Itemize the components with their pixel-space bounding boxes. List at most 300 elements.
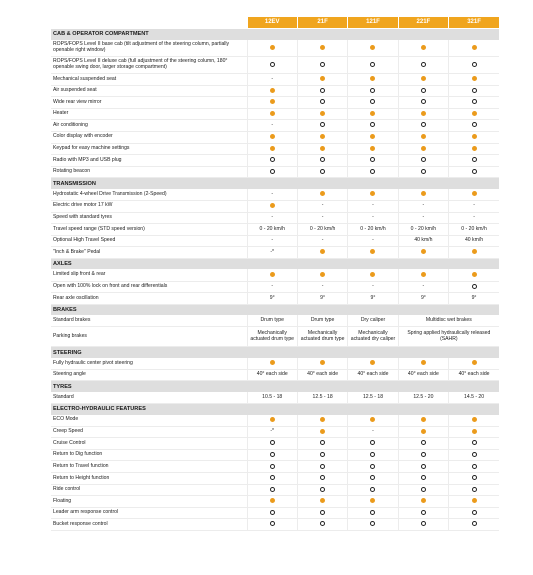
spec-label: Standard (51, 392, 247, 404)
standard-dot-cell (297, 108, 347, 120)
spec-value: 9° (449, 293, 499, 305)
standard-dot-cell (348, 269, 398, 281)
optional-circle-cell (398, 461, 448, 473)
spec-value: - (247, 74, 297, 86)
section-title: STEERING (51, 347, 499, 358)
standard-dot-cell (398, 358, 448, 370)
spec-value: 12.5 - 18 (348, 392, 398, 404)
spec-value: 40° each side (348, 369, 398, 381)
standard-dot-cell (247, 415, 297, 427)
optional-circle-icon (421, 88, 426, 93)
section-header (51, 258, 499, 269)
spec-value: - (297, 200, 347, 212)
standard-dot-icon (320, 76, 325, 81)
spec-row (51, 212, 499, 224)
standard-dot-cell (297, 143, 347, 155)
section-title: CAB & OPERATOR COMPARTMENT (51, 29, 499, 40)
spec-row (51, 519, 499, 531)
standard-dot-cell (297, 358, 347, 370)
standard-dot-icon (472, 146, 477, 151)
standard-dot-icon (270, 134, 275, 139)
standard-dot-icon (320, 45, 325, 50)
spec-label: Travel speed range (STD speed version) (51, 224, 247, 236)
spec-label: Keypad for easy machine settings (51, 143, 247, 155)
spec-value: Drum type (247, 315, 297, 327)
standard-dot-cell (247, 97, 297, 109)
model-header-21f: 21F (297, 17, 347, 29)
optional-circle-icon (270, 62, 275, 67)
spec-value: Drum type (297, 315, 347, 327)
optional-circle-cell (247, 438, 297, 450)
spec-label: Return to Dig function (51, 449, 247, 461)
optional-circle-icon (370, 99, 375, 104)
standard-dot-icon (472, 498, 477, 503)
optional-circle-cell (449, 519, 499, 531)
standard-dot-icon (472, 191, 477, 196)
optional-circle-icon (472, 157, 477, 162)
optional-circle-cell (398, 97, 448, 109)
spec-value: 0 - 20 km/h (449, 224, 499, 236)
standard-dot-cell (297, 415, 347, 427)
optional-circle-cell (449, 166, 499, 178)
standard-dot-cell (297, 426, 347, 438)
spec-row (51, 189, 499, 201)
optional-circle-icon (472, 521, 477, 526)
spec-value: - (398, 281, 448, 293)
optional-circle-icon (370, 487, 375, 492)
spec-value: Mechanically actuated drum type (247, 327, 297, 347)
optional-circle-icon (421, 510, 426, 515)
spec-row (51, 247, 499, 259)
optional-circle-icon (472, 510, 477, 515)
section-header (51, 29, 499, 40)
section-title: TRANSMISSION (51, 178, 499, 189)
optional-circle-cell (449, 449, 499, 461)
optional-circle-icon (370, 521, 375, 526)
spec-value: 40° each side (247, 369, 297, 381)
spec-value: - (247, 281, 297, 293)
model-header-12ev: 12EV (247, 17, 297, 29)
standard-dot-cell (398, 189, 448, 201)
spec-value: -* (247, 426, 297, 438)
optional-circle-cell (398, 484, 448, 496)
spec-value: - (348, 281, 398, 293)
standard-dot-cell (398, 247, 448, 259)
optional-circle-cell (348, 166, 398, 178)
section-title: TYRES (51, 381, 499, 392)
section-header (51, 347, 499, 358)
spec-value: 40 km/h (398, 235, 448, 247)
spec-row (51, 507, 499, 519)
spec-row (51, 269, 499, 281)
spec-row (51, 57, 499, 74)
model-header-321f: 321F (449, 17, 499, 29)
optional-circle-cell (348, 97, 398, 109)
standard-dot-cell (247, 85, 297, 97)
standard-dot-icon (320, 249, 325, 254)
standard-dot-cell (449, 189, 499, 201)
spec-label: Rotating beacon (51, 166, 247, 178)
standard-dot-icon (320, 429, 325, 434)
spec-value: - (348, 212, 398, 224)
spec-label: Wide rear view mirror (51, 97, 247, 109)
standard-dot-icon (421, 45, 426, 50)
optional-circle-icon (370, 464, 375, 469)
spec-label: Speed with standard tyres (51, 212, 247, 224)
optional-circle-icon (270, 521, 275, 526)
standard-dot-icon (370, 272, 375, 277)
optional-circle-icon (320, 452, 325, 457)
standard-dot-icon (421, 111, 426, 116)
spec-row (51, 449, 499, 461)
optional-circle-cell (398, 57, 448, 74)
optional-circle-cell (398, 473, 448, 485)
standard-dot-icon (370, 417, 375, 422)
standard-dot-icon (370, 191, 375, 196)
optional-circle-icon (421, 122, 426, 127)
standard-dot-cell (297, 40, 347, 57)
optional-circle-cell (297, 57, 347, 74)
optional-circle-icon (270, 169, 275, 174)
optional-circle-cell (449, 507, 499, 519)
optional-circle-icon (472, 88, 477, 93)
optional-circle-cell (247, 519, 297, 531)
spec-value: 0 - 20 km/h (398, 224, 448, 236)
spec-value: 12.5 - 18 (297, 392, 347, 404)
optional-circle-cell (449, 281, 499, 293)
spec-row (51, 392, 499, 404)
standard-dot-cell (398, 40, 448, 57)
standard-dot-icon (320, 134, 325, 139)
standard-dot-icon (370, 249, 375, 254)
standard-dot-cell (449, 426, 499, 438)
spec-row (51, 120, 499, 132)
optional-circle-icon (320, 440, 325, 445)
standard-dot-icon (270, 146, 275, 151)
optional-circle-icon (421, 464, 426, 469)
optional-circle-icon (421, 99, 426, 104)
standard-dot-icon (320, 111, 325, 116)
spec-row (51, 293, 499, 305)
standard-dot-cell (398, 426, 448, 438)
model-header-121f: 121F (348, 17, 398, 29)
spec-row (51, 224, 499, 236)
optional-circle-cell (449, 484, 499, 496)
standard-dot-cell (449, 108, 499, 120)
optional-circle-icon (270, 475, 275, 480)
spec-row (51, 426, 499, 438)
standard-dot-icon (472, 45, 477, 50)
spec-row (51, 369, 499, 381)
standard-dot-icon (320, 272, 325, 277)
spec-value: 9° (348, 293, 398, 305)
optional-circle-cell (348, 85, 398, 97)
optional-circle-cell (297, 461, 347, 473)
spec-row (51, 281, 499, 293)
optional-circle-icon (370, 475, 375, 480)
standard-dot-icon (421, 249, 426, 254)
standard-dot-cell (297, 74, 347, 86)
optional-circle-cell (348, 507, 398, 519)
standard-dot-icon (320, 498, 325, 503)
spec-label: Standard brakes (51, 315, 247, 327)
standard-dot-icon (370, 498, 375, 503)
optional-circle-icon (370, 122, 375, 127)
standard-dot-icon (270, 111, 275, 116)
standard-dot-icon (270, 272, 275, 277)
standard-dot-icon (370, 134, 375, 139)
standard-dot-icon (270, 45, 275, 50)
standard-dot-cell (297, 131, 347, 143)
spec-label: Optional High Travel Speed (51, 235, 247, 247)
standard-dot-cell (348, 496, 398, 508)
optional-circle-icon (472, 464, 477, 469)
spec-label: Return to Travel function (51, 461, 247, 473)
spec-row (51, 155, 499, 167)
standard-dot-cell (247, 358, 297, 370)
optional-circle-cell (247, 57, 297, 74)
spec-label: Color display with encoder (51, 131, 247, 143)
optional-circle-icon (421, 169, 426, 174)
optional-circle-cell (348, 155, 398, 167)
standard-dot-icon (421, 498, 426, 503)
spec-row (51, 200, 499, 212)
optional-circle-cell (398, 438, 448, 450)
standard-dot-cell (398, 415, 448, 427)
spec-value: 9° (247, 293, 297, 305)
spec-value: - (348, 200, 398, 212)
standard-dot-icon (320, 146, 325, 151)
standard-dot-cell (348, 415, 398, 427)
spec-label: Air suspended seat (51, 85, 247, 97)
optional-circle-cell (247, 155, 297, 167)
spec-label: Air conditioning (51, 120, 247, 132)
model-header-221f: 221F (398, 17, 448, 29)
standard-dot-icon (472, 272, 477, 277)
standard-dot-cell (348, 189, 398, 201)
spec-value: 40° each side (297, 369, 347, 381)
section-title: AXLES (51, 258, 499, 269)
optional-circle-cell (449, 461, 499, 473)
optional-circle-icon (472, 284, 477, 289)
spec-value-merged: Multidisc wet brakes (398, 315, 499, 327)
optional-circle-cell (348, 519, 398, 531)
standard-dot-icon (421, 272, 426, 277)
optional-circle-cell (297, 449, 347, 461)
standard-dot-cell (449, 415, 499, 427)
spec-label: Hydrostatic 4-wheel Drive Transmission (2-Speed) (51, 189, 247, 201)
standard-dot-cell (449, 358, 499, 370)
optional-circle-cell (297, 85, 347, 97)
spec-value: 0 - 20 km/h (297, 224, 347, 236)
optional-circle-icon (320, 475, 325, 480)
optional-circle-icon (421, 475, 426, 480)
optional-circle-cell (449, 438, 499, 450)
spec-label: Leader arm response control (51, 507, 247, 519)
optional-circle-icon (270, 487, 275, 492)
spec-row (51, 461, 499, 473)
standard-dot-cell (247, 496, 297, 508)
optional-circle-cell (449, 57, 499, 74)
standard-dot-cell (348, 358, 398, 370)
optional-circle-cell (247, 484, 297, 496)
spec-value: 40 km/h (449, 235, 499, 247)
standard-dot-cell (348, 74, 398, 86)
spec-label: Bucket response control (51, 519, 247, 531)
spec-value: 10.5 - 18 (247, 392, 297, 404)
standard-dot-cell (449, 74, 499, 86)
optional-circle-cell (348, 57, 398, 74)
optional-circle-cell (348, 461, 398, 473)
standard-dot-icon (472, 417, 477, 422)
section-title: BRAKES (51, 304, 499, 315)
optional-circle-cell (297, 438, 347, 450)
spec-value: 40° each side (398, 369, 448, 381)
spec-label: "Inch & Brake" Pedal (51, 247, 247, 259)
spec-label: Heater (51, 108, 247, 120)
optional-circle-icon (472, 62, 477, 67)
optional-circle-icon (370, 452, 375, 457)
standard-dot-icon (421, 191, 426, 196)
spec-value: - (297, 235, 347, 247)
optional-circle-cell (449, 120, 499, 132)
standard-dot-cell (297, 269, 347, 281)
standard-dot-icon (421, 146, 426, 151)
standard-dot-cell (247, 269, 297, 281)
optional-circle-icon (421, 452, 426, 457)
standard-dot-cell (449, 131, 499, 143)
standard-dot-cell (348, 108, 398, 120)
spec-value: - (348, 235, 398, 247)
standard-dot-icon (472, 76, 477, 81)
spec-value: - (247, 189, 297, 201)
standard-dot-cell (449, 247, 499, 259)
header-blank-cell (51, 17, 247, 29)
optional-circle-icon (320, 487, 325, 492)
spec-value: - (449, 200, 499, 212)
optional-circle-icon (421, 487, 426, 492)
spec-value: - (247, 212, 297, 224)
optional-circle-icon (320, 122, 325, 127)
optional-circle-cell (247, 449, 297, 461)
standard-dot-cell (398, 131, 448, 143)
standard-dot-icon (421, 429, 426, 434)
spec-label: Steering angle (51, 369, 247, 381)
standard-dot-icon (370, 45, 375, 50)
spec-row (51, 235, 499, 247)
optional-circle-cell (247, 507, 297, 519)
spec-row (51, 143, 499, 155)
optional-circle-icon (472, 487, 477, 492)
spec-value: 0 - 20 km/h (247, 224, 297, 236)
spec-body (51, 29, 499, 531)
optional-circle-icon (472, 440, 477, 445)
optional-circle-cell (348, 449, 398, 461)
spec-value: 9° (297, 293, 347, 305)
optional-circle-icon (320, 464, 325, 469)
optional-circle-icon (320, 510, 325, 515)
optional-circle-cell (348, 484, 398, 496)
spec-value: - (398, 200, 448, 212)
standard-dot-icon (370, 360, 375, 365)
optional-circle-icon (320, 62, 325, 67)
optional-circle-cell (398, 166, 448, 178)
optional-circle-icon (270, 157, 275, 162)
optional-circle-cell (449, 473, 499, 485)
spec-label: Mechanical suspended seat (51, 74, 247, 86)
optional-circle-icon (421, 521, 426, 526)
standard-dot-icon (421, 360, 426, 365)
optional-circle-icon (270, 440, 275, 445)
optional-circle-icon (320, 521, 325, 526)
section-header (51, 381, 499, 392)
spec-value: 9° (398, 293, 448, 305)
optional-circle-icon (370, 169, 375, 174)
optional-circle-cell (297, 120, 347, 132)
spec-value: - (398, 212, 448, 224)
spec-value: - (348, 426, 398, 438)
standard-dot-cell (297, 189, 347, 201)
optional-circle-icon (370, 62, 375, 67)
optional-circle-icon (472, 122, 477, 127)
standard-dot-icon (320, 417, 325, 422)
optional-circle-icon (421, 157, 426, 162)
spec-label: Radio with MP3 and USB plug (51, 155, 247, 167)
standard-dot-icon (472, 360, 477, 365)
optional-circle-cell (247, 473, 297, 485)
standard-dot-cell (297, 496, 347, 508)
spec-value: Mechanically actuated dry caliper (348, 327, 398, 347)
optional-circle-cell (449, 97, 499, 109)
optional-circle-cell (449, 155, 499, 167)
optional-circle-icon (320, 157, 325, 162)
spec-label: ROPS/FOPS Level II base cab (tilt adjustment of the steering column, partially openable right window) (51, 40, 247, 57)
optional-circle-cell (297, 473, 347, 485)
standard-dot-cell (348, 40, 398, 57)
optional-circle-cell (247, 166, 297, 178)
standard-dot-cell (449, 496, 499, 508)
standard-dot-icon (320, 191, 325, 196)
spec-row (51, 166, 499, 178)
optional-circle-icon (421, 440, 426, 445)
section-header (51, 178, 499, 189)
standard-dot-cell (398, 74, 448, 86)
spec-label: Return to Height function (51, 473, 247, 485)
optional-circle-cell (297, 155, 347, 167)
spec-row (51, 327, 499, 347)
spec-value: 0 - 20 km/h (348, 224, 398, 236)
optional-circle-cell (297, 97, 347, 109)
spec-label: ROPS/FOPS Level II deluxe cab (full adjustment of the steering column, 180° openable swing door, larger storage compartment) (51, 57, 247, 74)
spec-value: - (297, 212, 347, 224)
optional-circle-icon (370, 157, 375, 162)
standard-dot-icon (472, 249, 477, 254)
optional-circle-cell (449, 85, 499, 97)
optional-circle-cell (398, 155, 448, 167)
optional-circle-cell (247, 461, 297, 473)
standard-dot-icon (421, 134, 426, 139)
optional-circle-icon (270, 464, 275, 469)
standard-dot-icon (270, 360, 275, 365)
optional-circle-cell (297, 166, 347, 178)
standard-dot-icon (370, 76, 375, 81)
spec-label: Creep Speed (51, 426, 247, 438)
standard-dot-cell (398, 269, 448, 281)
model-header (51, 17, 499, 29)
standard-dot-icon (270, 498, 275, 503)
standard-dot-cell (247, 131, 297, 143)
standard-dot-cell (348, 247, 398, 259)
